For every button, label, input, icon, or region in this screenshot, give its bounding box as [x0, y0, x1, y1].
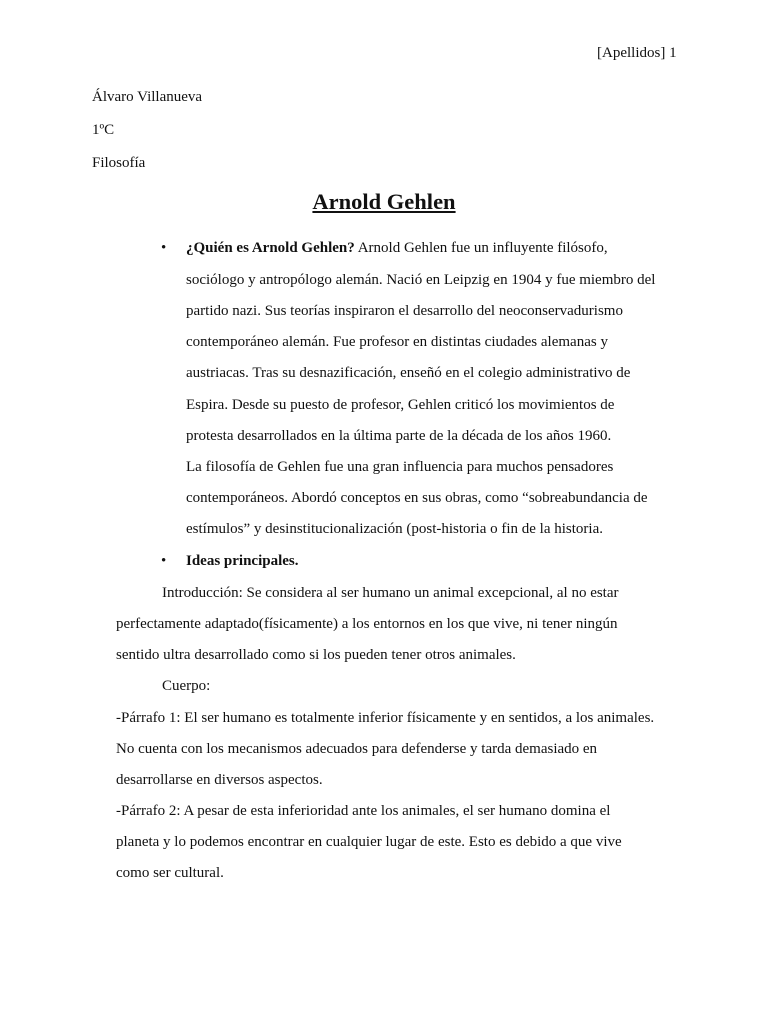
author-name: Álvaro Villanueva: [92, 89, 203, 105]
bullet-icon: •: [161, 240, 167, 256]
section1-heading: ¿Quién es Arnold Gehlen?: [186, 240, 355, 256]
page-number: 1: [669, 45, 677, 61]
section1-line: La filosofía de Gehlen fue una gran influencia para muchos pensadores: [186, 459, 614, 475]
section2-line: -Párrafo 2: A pesar de esta inferioridad ante los animales, el ser humano domina el: [116, 803, 611, 819]
section2-line: desarrollarse en diversos aspectos.: [116, 772, 323, 788]
section1-line: estímulos” y desinstitucionalización (post-historia o fin de la historia.: [186, 521, 603, 537]
section1-first-line: [186, 239, 608, 257]
course-line: 1ºC: [92, 122, 115, 138]
section2-line: No cuenta con los mecanismos adecuados para defenderse y tarda demasiado en: [116, 741, 598, 757]
page-title: Arnold Gehlen: [312, 189, 456, 214]
bullet-icon: •: [161, 553, 167, 569]
section1-line: protesta desarrollados en la última parte de la década de los años 1960.: [186, 428, 612, 444]
section1-line: partido nazi. Sus teorías inspiraron el desarrollo del neoconservadurismo: [186, 303, 623, 319]
section1-line: sociólogo y antropólogo alemán. Nació en Leipzig en 1904 y fue miembro del: [186, 272, 656, 288]
section2-heading: [186, 552, 299, 570]
section2-heading-text: Ideas principales.: [186, 553, 299, 569]
section2-line: -Párrafo 1: El ser humano es totalmente inferior físicamente y en sentidos, a los animales.: [116, 710, 655, 726]
section1-line: contemporáneos. Abordó conceptos en sus obras, como “sobreabundancia de: [186, 490, 648, 506]
running-head: [597, 44, 677, 62]
subject-line: Filosofía: [92, 155, 146, 171]
section1-line: austriacas. Tras su desnazificación, enseñó en el colegio administrativo de: [186, 365, 631, 381]
section2-line: perfectamente adaptado(físicamente) a los entornos en los que vive, ni tener ningún: [116, 616, 618, 632]
running-head-text: [Apellidos]: [597, 45, 666, 61]
section2-line: Introducción: Se considera al ser humano un animal excepcional, al no estar: [162, 585, 619, 601]
section1-line: Espira. Desde su puesto de profesor, Gehlen criticó los movimientos de: [186, 397, 615, 413]
section2-line: sentido ultra desarrollado como si los pueden tener otros animales.: [116, 647, 516, 663]
section2-line: planeta y lo podemos encontrar en cualquier lugar de este. Esto es debido a que vive: [116, 834, 622, 850]
section1-line: contemporáneo alemán. Fue profesor en distintas ciudades alemanas y: [186, 334, 608, 350]
section2-line: como ser cultural.: [116, 865, 224, 881]
section2-line: Cuerpo:: [162, 678, 211, 694]
section1-line: Arnold Gehlen fue un influyente filósofo,: [354, 240, 608, 256]
